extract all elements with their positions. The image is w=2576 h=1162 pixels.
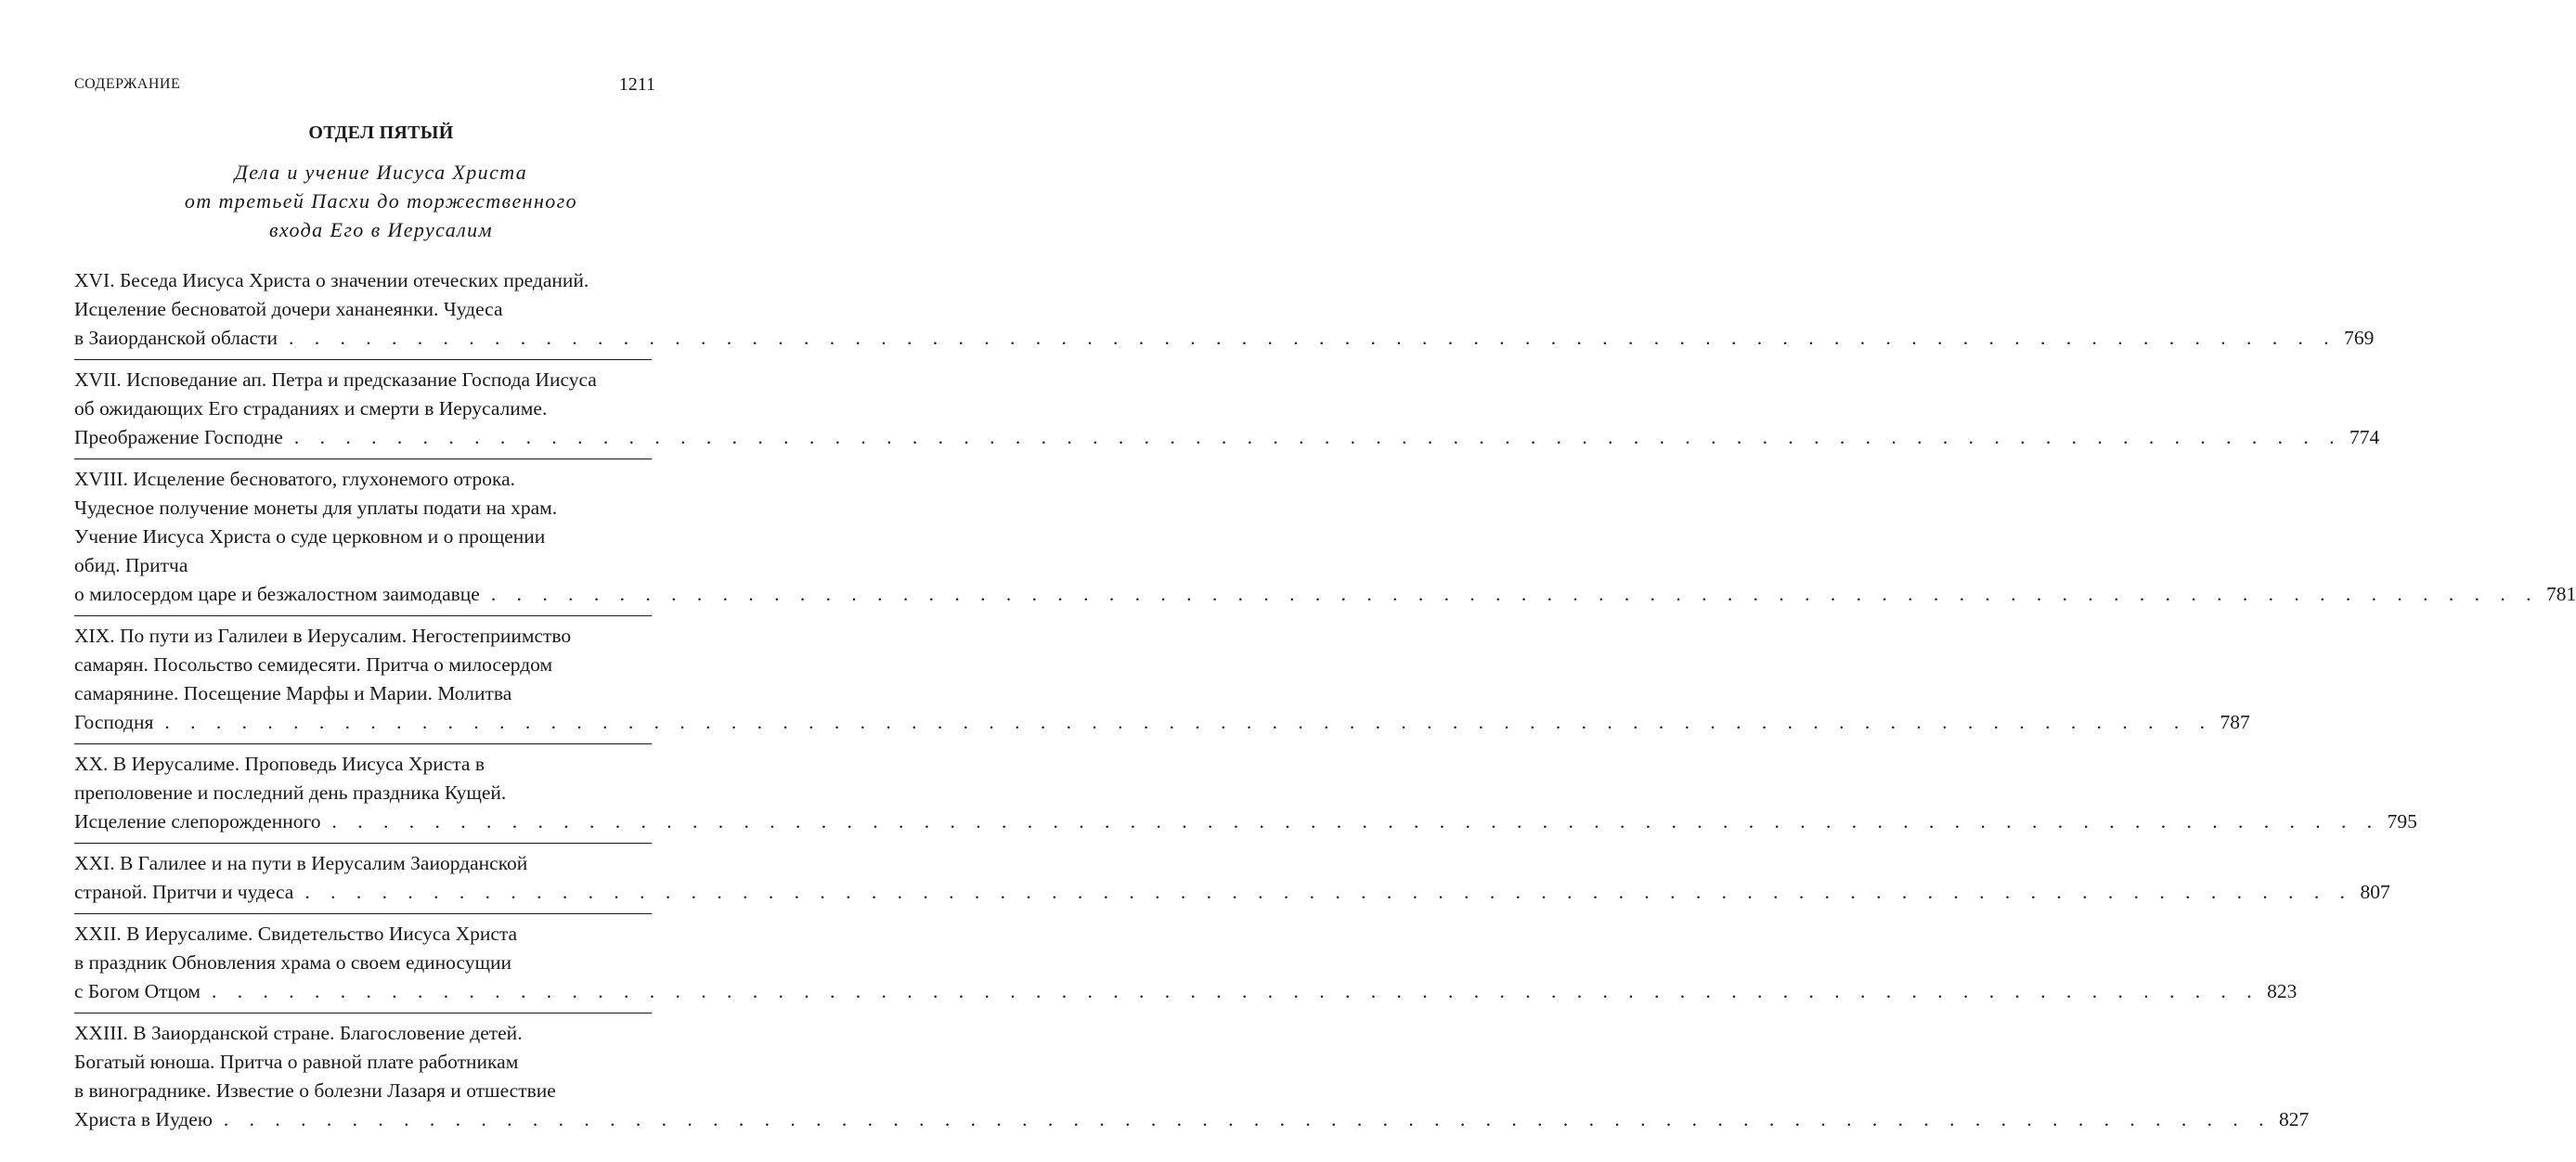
toc-entry-line: в Заиорданской области bbox=[74, 327, 278, 349]
toc-entry[interactable] bbox=[74, 622, 2250, 744]
toc-entry-last-line bbox=[74, 580, 2576, 609]
toc-entry-last-line bbox=[74, 324, 2375, 353]
toc-entry-line: XVII. Исповедание ап. Петра и предсказание Господа Иисуса bbox=[74, 368, 597, 391]
toc-page-number: 827 bbox=[2279, 1108, 2310, 1130]
toc-entry[interactable] bbox=[74, 366, 2380, 459]
toc-entry[interactable] bbox=[74, 849, 2390, 914]
toc-page-number: 781 bbox=[2545, 583, 2576, 605]
running-title: СОДЕРЖАНИЕ bbox=[74, 76, 181, 92]
toc-entry-line: с Богом Отцом bbox=[74, 980, 201, 1002]
toc-entry-line: XX. В Иерусалиме. Проповедь Иисуса Христа в bbox=[74, 753, 485, 775]
subtitle-line: от третьей Пасхи до торжественного bbox=[184, 189, 578, 213]
toc-entry[interactable] bbox=[74, 1019, 2310, 1142]
toc-entry-line: XXII. В Иерусалиме. Свидетельство Иисуса Христа bbox=[74, 923, 518, 945]
dot-leader: . . . . . . . . . . . . . . . . . . . . . . . . . . . . . . . . . . . . . . . . . . . . . . . . . . . . . . . . . . . . . . . . . . . . . . . . . . . . . . . . bbox=[304, 881, 2353, 903]
table-of-contents bbox=[74, 266, 2576, 1147]
toc-page-number: 807 bbox=[2360, 881, 2390, 903]
toc-entry[interactable] bbox=[74, 465, 2576, 616]
toc-entry-line: Исцеление бесноватой дочери хананеянки. Чудеса bbox=[74, 298, 503, 320]
running-header bbox=[74, 74, 655, 98]
toc-entry-last-line bbox=[74, 977, 2298, 1006]
toc-entry-line: XXI. В Галилее и на пути в Иерусалим Заиорданской bbox=[74, 852, 528, 874]
toc-entry-line: самарян. Посольство семидесяти. Притча о милосердом bbox=[74, 653, 553, 676]
toc-entry-line: в винограднике. Известие о болезни Лазаря и отшествие bbox=[74, 1079, 556, 1102]
toc-page-number: 795 bbox=[2387, 810, 2417, 833]
toc-entry-line: XXIII. В Заиорданской стране. Благословение детей. bbox=[74, 1022, 523, 1044]
toc-entry-line: в праздник Обновления храма о своем единосущии bbox=[74, 951, 512, 974]
toc-entry[interactable] bbox=[74, 750, 2417, 844]
toc-entry-line: Исцеление слепорожденного bbox=[74, 810, 321, 833]
toc-entry-line: XIX. По пути из Галилеи в Иерусалим. Негостеприимство bbox=[74, 625, 572, 647]
dot-leader: . . . . . . . . . . . . . . . . . . . . . . . . . . . . . . . . . . . . . . . . . . . . . . . . . . . . . . . . . . . . . . . . . . . . . . . . . . . . . . . . bbox=[288, 327, 2337, 349]
dot-leader: . . . . . . . . . . . . . . . . . . . . . . . . . . . . . . . . . . . . . . . . . . . . . . . . . . . . . . . . . . . . . . . . . . . . . . . . . . . . . . . . bbox=[223, 1108, 2272, 1130]
toc-entry-line: Учение Иисуса Христа о суде церковном и о прощении bbox=[74, 525, 546, 548]
toc-entry-line: Чудесное получение монеты для уплаты подати на храм. bbox=[74, 497, 558, 519]
dot-leader: . . . . . . . . . . . . . . . . . . . . . . . . . . . . . . . . . . . . . . . . . . . . . . . . . . . . . . . . . . . . . . . . . . . . . . . . . . . . . . . . bbox=[164, 711, 2213, 733]
toc-page-number: 823 bbox=[2267, 980, 2298, 1002]
subtitle-line: Дела и учение Иисуса Христа bbox=[234, 161, 528, 184]
dot-leader: . . . . . . . . . . . . . . . . . . . . . . . . . . . . . . . . . . . . . . . . . . . . . . . . . . . . . . . . . . . . . . . . . . . . . . . . . . . . . . . . bbox=[331, 810, 2380, 833]
toc-entry-line: преполовение и последний день праздника Кущей. bbox=[74, 781, 507, 804]
toc-entry-line: самарянине. Посещение Марфы и Марии. Молитва bbox=[74, 682, 512, 704]
dot-leader: . . . . . . . . . . . . . . . . . . . . . . . . . . . . . . . . . . . . . . . . . . . . . . . . . . . . . . . . . . . . . . . . . . . . . . . . . . . . . . . . bbox=[293, 426, 2342, 448]
toc-page-number: 769 bbox=[2344, 327, 2375, 349]
toc-entry-line: Христа в Иудею bbox=[74, 1108, 213, 1130]
toc-page-number: 774 bbox=[2349, 426, 2380, 448]
toc-entry-line: о милосердом царе и безжалостном заимодавце bbox=[74, 583, 480, 605]
section-subtitle bbox=[0, 158, 762, 244]
toc-entry-last-line bbox=[74, 807, 2417, 836]
toc-entry[interactable] bbox=[74, 266, 2375, 360]
toc-entry-line: об ожидающих Его страданиях и смерти в Иерусалиме. bbox=[74, 397, 548, 420]
toc-entry-last-line bbox=[74, 878, 2390, 907]
toc-page-number: 787 bbox=[2220, 711, 2250, 733]
dot-leader: . . . . . . . . . . . . . . . . . . . . . . . . . . . . . . . . . . . . . . . . . . . . . . . . . . . . . . . . . . . . . . . . . . . . . . . . . . . . . . . . bbox=[212, 980, 2260, 1002]
toc-entry-line: обид. Притча bbox=[74, 554, 188, 576]
toc-entry-last-line bbox=[74, 1105, 2310, 1134]
toc-entry-last-line bbox=[74, 708, 2250, 737]
page-number: 1211 bbox=[618, 74, 655, 95]
toc-entry-line: XVI. Беседа Иисуса Христа о значении отеческих преданий. bbox=[74, 269, 589, 291]
toc-entry-line: страной. Притчи и чудеса bbox=[74, 881, 294, 903]
toc-entry-line: XVIII. Исцеление бесноватого, глухонемого отрока. bbox=[74, 468, 515, 490]
section-title: ОТДЕЛ ПЯТЫЙ bbox=[308, 123, 454, 143]
toc-entry-line: Богатый юноша. Притча о равной плате работникам bbox=[74, 1051, 519, 1073]
toc-entry[interactable] bbox=[74, 920, 2298, 1014]
dot-leader: . . . . . . . . . . . . . . . . . . . . . . . . . . . . . . . . . . . . . . . . . . . . . . . . . . . . . . . . . . . . . . . . . . . . . . . . . . . . . . . . bbox=[490, 583, 2539, 605]
subtitle-line: входа Его в Иерусалим bbox=[268, 218, 494, 241]
toc-entry-line: Господня bbox=[74, 711, 154, 733]
toc-entry-last-line bbox=[74, 423, 2380, 452]
toc-entry-line: Преображение Господне bbox=[74, 426, 283, 448]
